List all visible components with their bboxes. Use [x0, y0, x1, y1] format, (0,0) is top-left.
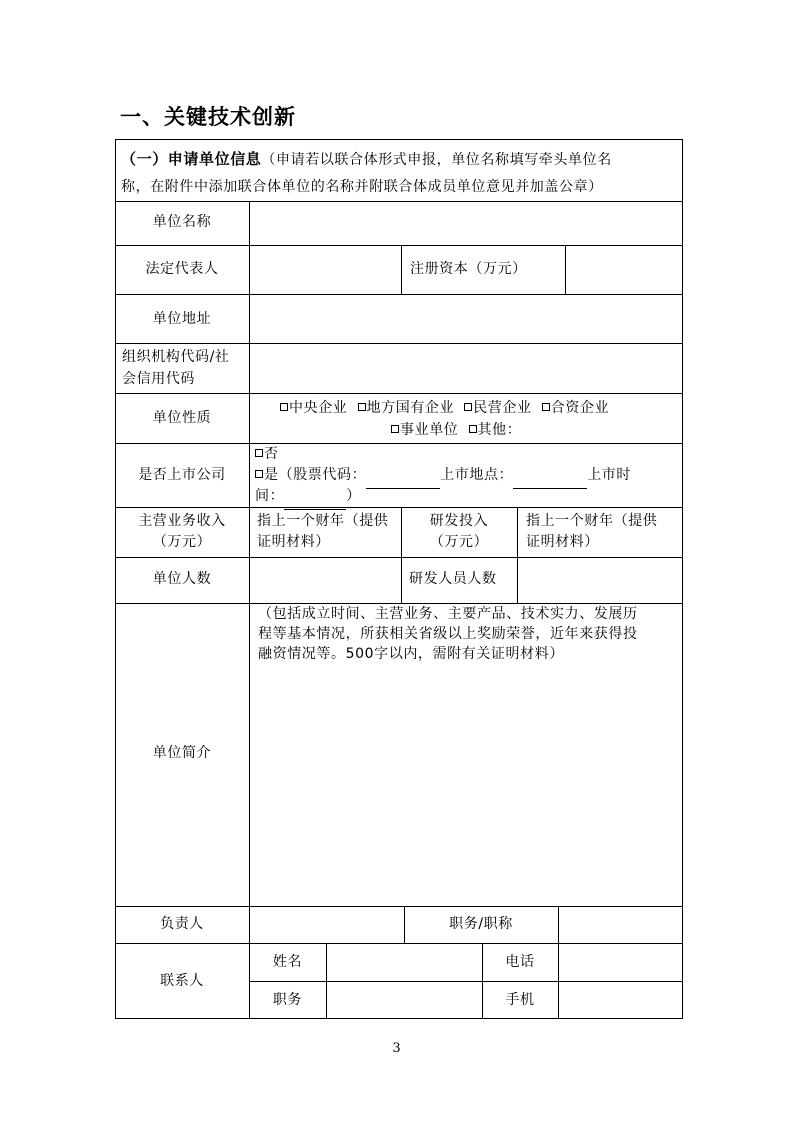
- unit-name-label: 单位名称: [152, 214, 212, 230]
- checkbox-icon: [542, 403, 550, 411]
- rd-staff-field[interactable]: [518, 558, 682, 603]
- checkbox-icon: [255, 470, 263, 478]
- address-label: 单位地址: [152, 311, 212, 327]
- rd-hint-line2: 证明材料）: [526, 534, 599, 550]
- intro-textarea[interactable]: [250, 668, 682, 905]
- checkbox-icon: [469, 425, 477, 433]
- leader-field[interactable]: [250, 907, 404, 943]
- nature-option-institution[interactable]: 事业单位: [391, 422, 458, 438]
- listed-time-line: [255, 486, 361, 510]
- staff-field[interactable]: [250, 558, 401, 603]
- org-code-label-line1: 组织机构代码/社: [122, 349, 230, 365]
- section-note-line2: 称，在附件中添加联合体单位的名称并附联合体成员单位意见并加盖公章）: [121, 179, 603, 195]
- nature-option-joint[interactable]: 合资企业: [542, 400, 609, 416]
- nature-other-input[interactable]: [521, 422, 599, 444]
- section-title-line1: [121, 149, 612, 171]
- contact-name-label: 姓名: [272, 954, 303, 970]
- legal-rep-field[interactable]: [250, 246, 401, 294]
- contact-phone-field[interactable]: [559, 944, 682, 981]
- nature-options-line1: [280, 398, 609, 419]
- listed-time-label-b: 间：: [255, 488, 285, 504]
- section-note-line1: （申请若以联合体形式申报，单位名称填写牵头单位名: [261, 152, 612, 168]
- stock-code-input[interactable]: [366, 467, 440, 489]
- listed-time-input[interactable]: [284, 488, 346, 510]
- legal-rep-label: 法定代表人: [145, 261, 219, 277]
- contact-mobile-label: 手机: [505, 992, 535, 1008]
- rd-input-label-line1: 研发投入: [429, 513, 489, 529]
- intro-hint-line1: （包括成立时间、主营业务、主要产品、技术实力、发展历: [258, 606, 638, 622]
- listed-no-option[interactable]: 否: [255, 444, 279, 465]
- nature-option-local-state[interactable]: 地方国有企业: [358, 400, 455, 416]
- staff-label: 单位人数: [152, 571, 212, 587]
- address-field[interactable]: [250, 295, 682, 343]
- nature-label: 单位性质: [152, 410, 212, 426]
- rd-staff-label: 研发人员人数: [409, 571, 497, 587]
- revenue-label-line1: 主营业务收入: [138, 513, 226, 529]
- listed-yes-option[interactable]: 是（股票代码：: [255, 467, 366, 483]
- nature-option-private[interactable]: 民营企业: [464, 400, 531, 416]
- leader-label: 负责人: [160, 916, 204, 932]
- intro-label: 单位简介: [152, 745, 212, 761]
- rd-input-label-line2: （万元）: [429, 534, 489, 550]
- contact-position-label: 职务: [272, 992, 303, 1008]
- listed-close: ）: [346, 488, 361, 504]
- contact-label: 联系人: [160, 973, 204, 989]
- revenue-hint-line1[interactable]: 指上一个财年（提供: [257, 513, 389, 529]
- checkbox-icon: [464, 403, 472, 411]
- listed-time-label-a: 上市时: [587, 467, 632, 483]
- listed-label: 是否上市公司: [138, 467, 226, 483]
- rd-hint-line1[interactable]: 指上一个财年（提供: [526, 513, 658, 529]
- nature-options-line2: [391, 420, 599, 444]
- org-code-label-line2: 会信用代码: [122, 371, 195, 387]
- checkbox-icon: [280, 403, 288, 411]
- unit-name-field[interactable]: [250, 202, 682, 245]
- contact-mobile-field[interactable]: [559, 982, 682, 1019]
- contact-name-field[interactable]: [327, 944, 482, 981]
- title-rank-field[interactable]: [559, 907, 682, 943]
- title-rank-label: 职务/职称: [449, 916, 513, 932]
- nature-option-other[interactable]: 其他：: [469, 422, 522, 438]
- revenue-hint-line2: 证明材料）: [257, 534, 330, 550]
- intro-hint-line2: 程等基本情况，所获相关省级以上奖励荣誉，近年来获得投: [258, 626, 638, 642]
- checkbox-icon: [391, 425, 399, 433]
- page-heading: 一、关键技术创新: [120, 105, 296, 129]
- reg-capital-field[interactable]: [566, 246, 682, 294]
- checkbox-icon: [358, 403, 366, 411]
- contact-position-field[interactable]: [327, 982, 482, 1019]
- reg-capital-label: 注册资本（万元）: [410, 261, 527, 277]
- intro-hint-line3: 融资情况等。500字以内，需附有关证明材料）: [258, 646, 564, 662]
- revenue-label-line2: （万元）: [152, 534, 212, 550]
- section-title: （一）申请单位信息: [121, 150, 262, 168]
- org-code-field[interactable]: [250, 344, 682, 393]
- page-number: 3: [392, 1041, 401, 1056]
- listed-place-label: 上市地点：: [440, 467, 514, 483]
- contact-phone-label: 电话: [505, 954, 535, 970]
- checkbox-icon: [255, 449, 263, 457]
- listed-place-input[interactable]: [513, 467, 587, 489]
- nature-option-central[interactable]: 中央企业: [280, 400, 347, 416]
